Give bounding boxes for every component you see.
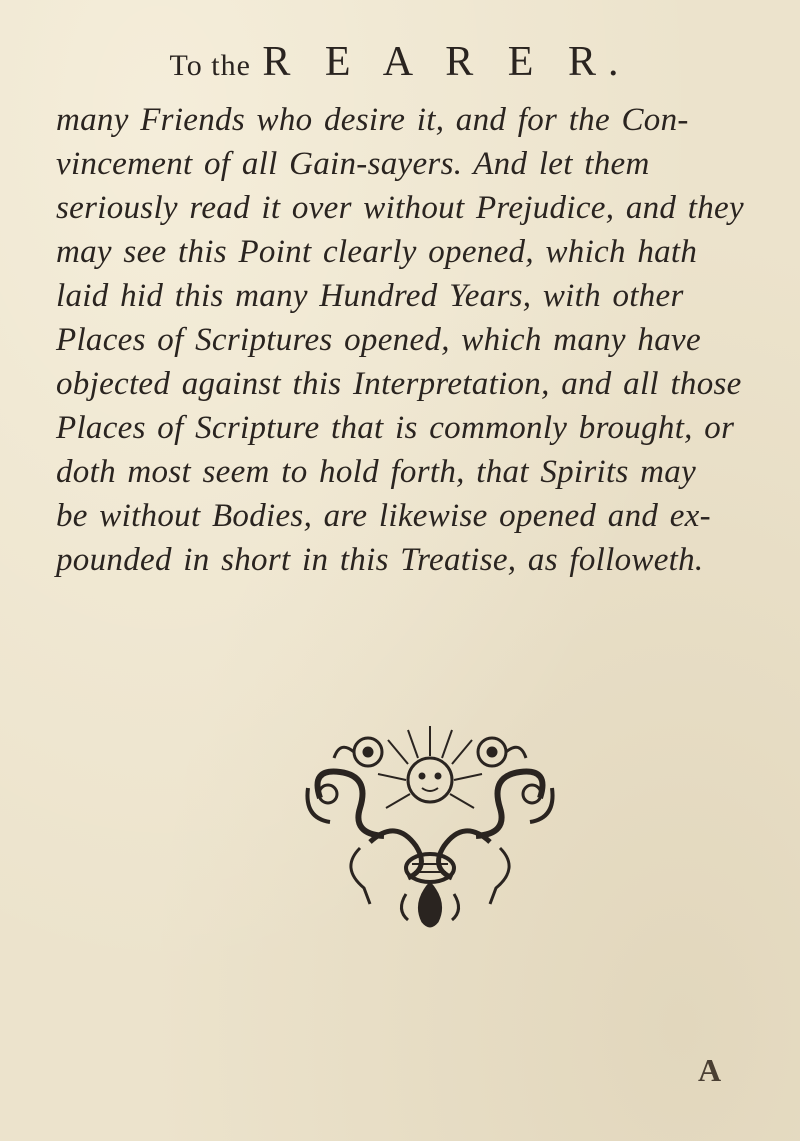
text-line: doth most seem to hold forth, that Spirits may [56,454,697,490]
body-paragraph [56,98,756,582]
text-line: pounded in short in this Treatise, as followeth. [56,542,704,578]
running-head [0,38,800,86]
text-line: many Friends who desire it, and for the Con- [56,102,689,138]
text-line: vincement of all Gain-sayers. And let them [56,146,650,182]
text-line: Places of Scripture that is commonly brought, or [56,410,735,446]
floral-tailpiece-icon [300,718,560,946]
text-line: seriously read it over without Prejudice, and they [56,190,744,226]
text-line: may see this Point clearly opened, which hath [56,234,698,270]
text-line: laid hid this many Hundred Years, with other [56,278,684,314]
text-line: objected against this Interpretation, and all those [56,366,742,402]
running-head-prefix: To the [169,49,251,82]
text-line: Places of Scriptures opened, which many have [56,322,701,358]
text-line: be without Bodies, are likewise opened and ex- [56,498,711,534]
running-head-title: R E A R E R. [262,39,631,85]
signature-mark: A [698,1052,722,1088]
